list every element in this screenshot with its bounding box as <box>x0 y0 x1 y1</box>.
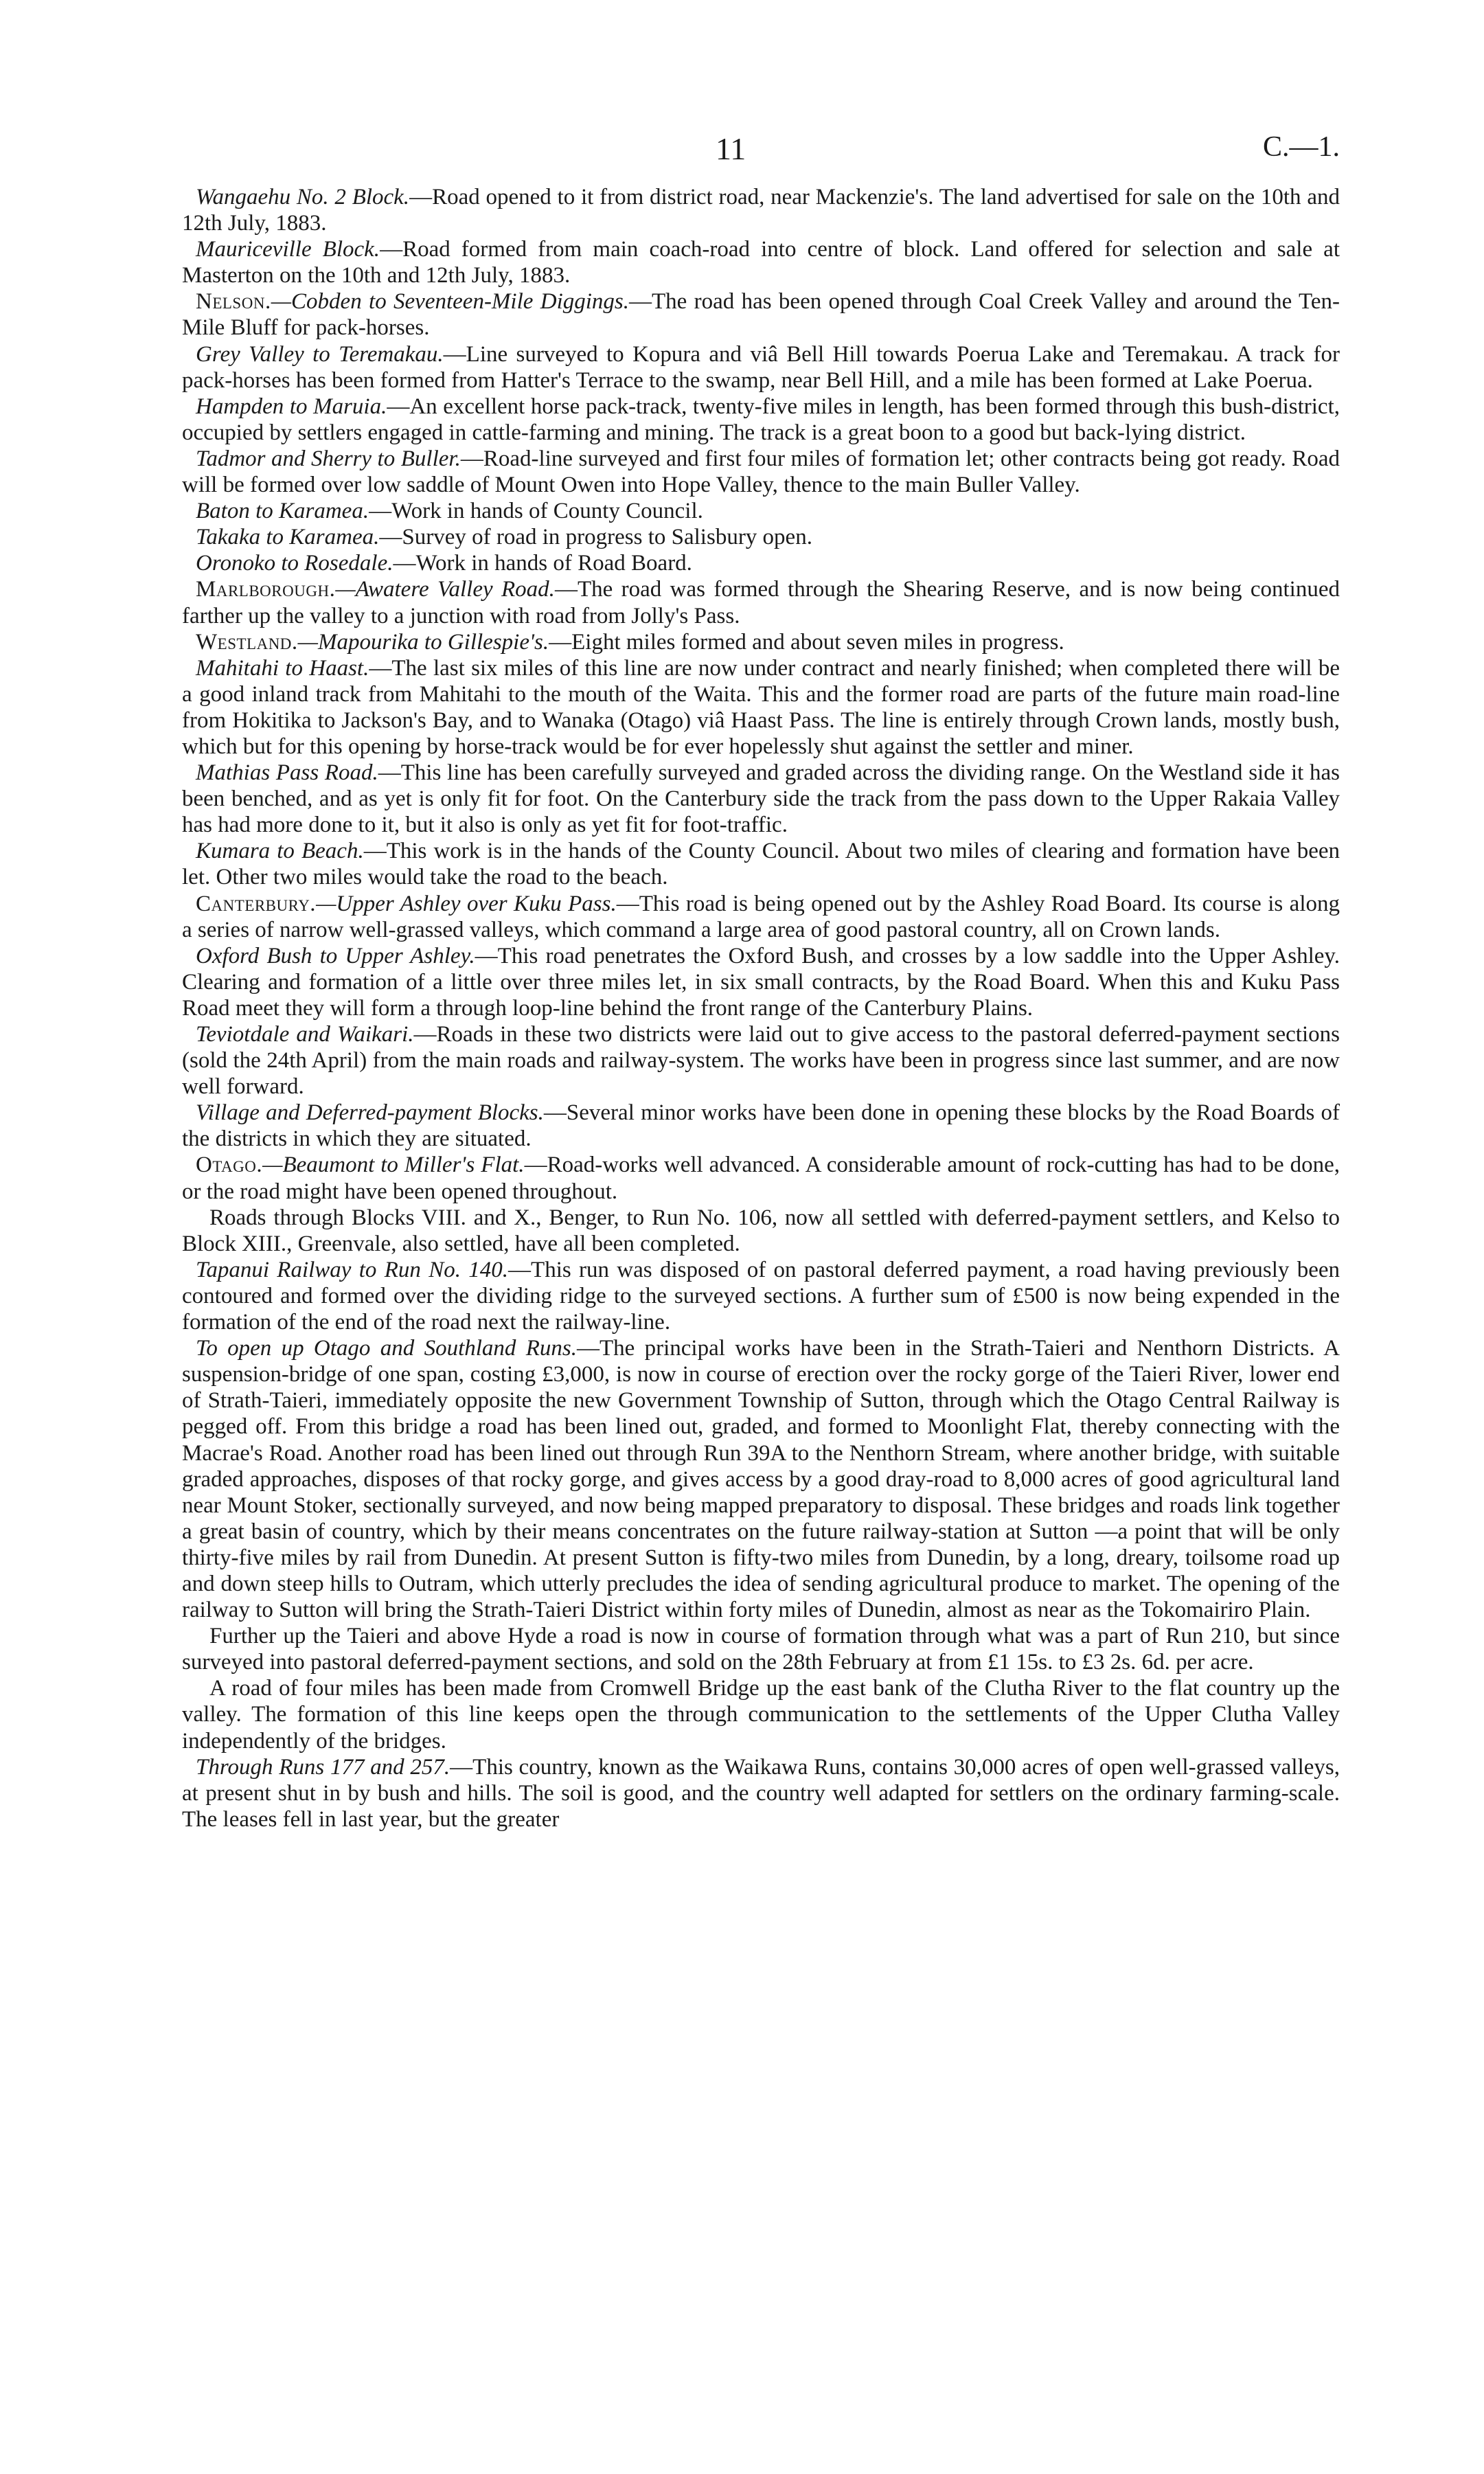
paragraph-heading: Tadmor and Sherry to Buller. <box>196 446 461 471</box>
paragraph <box>182 838 1340 890</box>
paragraph-heading: Oronoko to Rosedale. <box>196 551 393 576</box>
paragraph-text: —Road opened to it from district road, near Mackenzie's. The land advertised for sale on the 10th and 12th July, 1883. <box>182 185 1340 236</box>
document-reference: C.—1. <box>1262 131 1340 163</box>
paragraph-text: —The last six miles of this line are now under contract and nearly finished; when completed there will be a good inland track from Mahitahi to the mouth of the Waita. This and the former road are parts of the future main road-line from Hokitika to Jackson's Bay, and to Wanaka (Otago) viâ Haast Pass. The line is entirely through Crown lands, mostly bush, which but for this opening by horse-track would be for ever hopelessly shut against the settler and miner. <box>182 655 1340 759</box>
region-label: Otago. <box>196 1153 263 1178</box>
paragraph-text: —This road penetrates the Oxford Bush, and crosses by a low saddle into the Upper Ashley. Clearing and formation of a little over three miles let, in six small contracts, by the Road Board. When this and Kuku Pass Road meet they will form a through loop-line behind the front range of the Canterbury Plains. <box>182 943 1340 1021</box>
paragraph-heading: Kumara to Beach. <box>196 839 364 864</box>
paragraph <box>182 943 1340 1021</box>
paragraph-text: —This road is being opened out by the Ashley Road Board. Its course is along a series of narrow well-grassed valleys, which command a large area of good pastoral country, all on Crown lands. <box>182 891 1340 942</box>
paragraph-text: —The road has been opened through Coal Creek Valley and around the Ten-Mile Bluff for pack-horses. <box>182 289 1340 341</box>
paragraph-heading: —Cobden to Seventeen-Mile Diggings. <box>271 289 629 315</box>
paragraph-heading: —Awatere Valley Road. <box>335 577 555 602</box>
paragraph-heading: Oxford Bush to Upper Ashley. <box>196 943 475 968</box>
paragraph-text: —Survey of road in progress to Salisbury open. <box>379 525 812 550</box>
paragraph <box>182 1205 1340 1257</box>
paragraph-text: —Roads in these two districts were laid out to give access to the pastoral deferred-payment sections (sold the 24th April) from the main roads and railway-system. The works have been in progress since last summer, and are now well forward. <box>182 1022 1340 1100</box>
paragraph-text: —Road-works well advanced. A considerable amount of rock-cutting has had to be done, or the road might have been opened throughout. <box>182 1153 1340 1204</box>
region-label: Westland. <box>196 629 298 655</box>
paragraph-heading: Baton to Karamea. <box>196 499 369 524</box>
paragraph-text: —Road-line surveyed and first four miles of formation let; other contracts being got ready. Road will be formed over low saddle of Mount Owen into Hope Valley, thence to the main Buller Valley. <box>182 446 1340 498</box>
paragraph-text: —Line surveyed to Kopura and viâ Bell Hill towards Poerua Lake and Teremakau. A track for pack-horses has been formed from Hatter's Terrace to the swamp, near Bell Hill, and a mile has been formed at Lake Poerua. <box>182 341 1340 393</box>
paragraph-heading: Takaka to Karamea. <box>196 525 380 550</box>
paragraph <box>182 1335 1340 1623</box>
paragraph-text: —The road was formed through the Shearing Reserve, and is now being continued farther up the valley to a junction with road from Jolly's Pass. <box>182 577 1340 628</box>
paragraph-heading: Teviotdale and Waikari. <box>196 1022 414 1047</box>
paragraph-heading: Village and Deferred-payment Blocks. <box>196 1100 544 1126</box>
paragraph <box>182 1100 1340 1152</box>
paragraph <box>182 550 1340 576</box>
paragraph <box>182 760 1340 838</box>
paragraph-heading: To open up Otago and Southland Runs. <box>196 1336 577 1361</box>
paragraph-heading: Hampden to Maruia. <box>196 394 387 419</box>
paragraph-text: —Several minor works have been done in opening these blocks by the Road Boards of the districts in which they are situated. <box>182 1100 1340 1152</box>
paragraph <box>182 236 1340 288</box>
paragraph-text: A road of four miles has been made from Cromwell Bridge up the east bank of the Clutha River to the flat country up the valley. The formation of this line keeps open the through communication to the settlements of the Upper Clutha Valley independently of the bridges. <box>182 1676 1340 1754</box>
paragraph-heading: Mathias Pass Road. <box>196 760 378 786</box>
paragraph <box>182 446 1340 498</box>
paragraph <box>182 576 1340 628</box>
paragraph <box>182 1152 1340 1204</box>
paragraph <box>182 1623 1340 1675</box>
paragraph-heading: Wangaehu No. 2 Block. <box>196 185 410 209</box>
paragraph-text: —The principal works have been in the Strath-Taieri and Nenthorn Districts. A suspension-bridge of one span, costing £3,000, is now in course of erection over the rocky gorge of the Taieri River, lower end of Strath-Taieri, immediately opposite the new Government Township of Sutton, through which the Otago Central Railway is pegged off. From this bridge a road has been lined out, graded, and formed to Moonlight Flat, thereby connecting with the Macrae's Road. Another road has been lined out through Run 39A to the Nenthorn Stream, where another bridge, with suitable graded approaches, disposes of that rocky gorge, and gives access by a good dray-road to 8,000 acres of good agricultural land near Mount Stoker, sectionally surveyed, and now being mapped preparatory to disposal. These bridges and roads link together a great basin of country, which by their means concentrates on the future railway-station at Sutton —a point that will be only thirty-five miles by rail from Dunedin. At present Sutton is fifty-two miles from Dunedin, by a long, dreary, toilsome road up and down steep hills to Outram, which utterly precludes the idea of sending agricultural produce to market. The opening of the railway to Sutton will bring the Strath-Taieri District within forty miles of Dunedin, almost as near as the Tokomairiro Plain. <box>182 1336 1340 1623</box>
region-label: Marlborough. <box>196 577 336 602</box>
paragraph-text: —An excellent horse pack-track, twenty-five miles in length, has been formed through this bush-district, occupied by settlers engaged in cattle-farming and mining. The track is a great boon to a good but back-lying district. <box>182 394 1340 445</box>
paragraph <box>182 341 1340 394</box>
paragraph-heading: Tapanui Railway to Run No. 140. <box>196 1257 509 1282</box>
paragraph-heading: Grey Valley to Teremakau. <box>196 341 444 367</box>
paragraph-heading: —Mapourika to Gillespie's. <box>297 629 549 655</box>
paragraph-heading: Mauriceville Block. <box>196 237 380 262</box>
paragraph-text: —Work in hands of Road Board. <box>393 551 692 576</box>
paragraph <box>182 498 1340 524</box>
paragraph-text: Roads through Blocks VIII. and X., Benger, to Run No. 106, now all settled with deferred-payment settlers, and Kelso to Block XIII., Greenvale, also settled, have all been completed. <box>182 1205 1340 1256</box>
paragraph <box>182 629 1340 655</box>
paragraph-heading: Mahitahi to Haast. <box>196 655 369 681</box>
paragraph-text: —Eight miles formed and about seven miles in progress. <box>549 629 1064 655</box>
paragraph <box>182 1257 1340 1335</box>
region-label: Canterbury. <box>196 891 317 916</box>
paragraph-text: —Road formed from main coach-road into centre of block. Land offered for selection and sale at Masterton on the 10th and 12th July, 1883. <box>182 237 1340 288</box>
paragraph-text: —This line has been carefully surveyed and graded across the dividing range. On the Westland side it has been benched, and as yet is only fit for foot. On the Canterbury side the track from the pass down to the Upper Rakaia Valley has had more done to it, but it also is only as yet fit for foot-traffic. <box>182 760 1340 838</box>
paragraph <box>182 524 1340 550</box>
page-number: 11 <box>716 131 746 166</box>
paragraph-text: Further up the Taieri and above Hyde a road is now in course of formation through what was a part of Run 210, but since surveyed into pastoral deferred-payment sections, and sold on the 28th February at from £1 15s. to £3 2s. 6d. per acre. <box>182 1624 1340 1675</box>
paragraph-text: —Work in hands of County Council. <box>369 499 703 524</box>
paragraph <box>182 891 1340 943</box>
paragraph <box>182 1754 1340 1832</box>
paragraph-text: —This work is in the hands of the County Council. About two miles of clearing and formation have been let. Other two miles would take the road to the beach. <box>182 839 1340 890</box>
paragraph <box>182 1021 1340 1100</box>
paragraph-heading: —Upper Ashley over Kuku Pass. <box>316 891 617 916</box>
paragraph <box>182 1675 1340 1754</box>
document-body <box>182 184 1340 1832</box>
paragraph-text: —This country, known as the Waikawa Runs, contains 30,000 acres of open well-grassed valleys, at present shut in by bush and hills. The soil is good, and the country well adapted for settlers on the ordinary farming-scale. The leases fell in last year, but the greater <box>182 1754 1340 1832</box>
paragraph-heading: —Beaumont to Miller's Flat. <box>262 1153 525 1178</box>
paragraph <box>182 655 1340 760</box>
page-header <box>182 130 1340 184</box>
paragraph-heading: Through Runs 177 and 257. <box>196 1754 450 1780</box>
paragraph <box>182 288 1340 341</box>
paragraph-text: —This run was disposed of on pastoral deferred payment, a road having previously been contoured and formed over the dividing ridge to the surveyed sections. A further sum of £500 is now being expended in the formation of the end of the road next the railway-line. <box>182 1257 1340 1335</box>
region-label: Nelson. <box>196 289 271 315</box>
paragraph <box>182 394 1340 446</box>
paragraph <box>182 184 1340 236</box>
